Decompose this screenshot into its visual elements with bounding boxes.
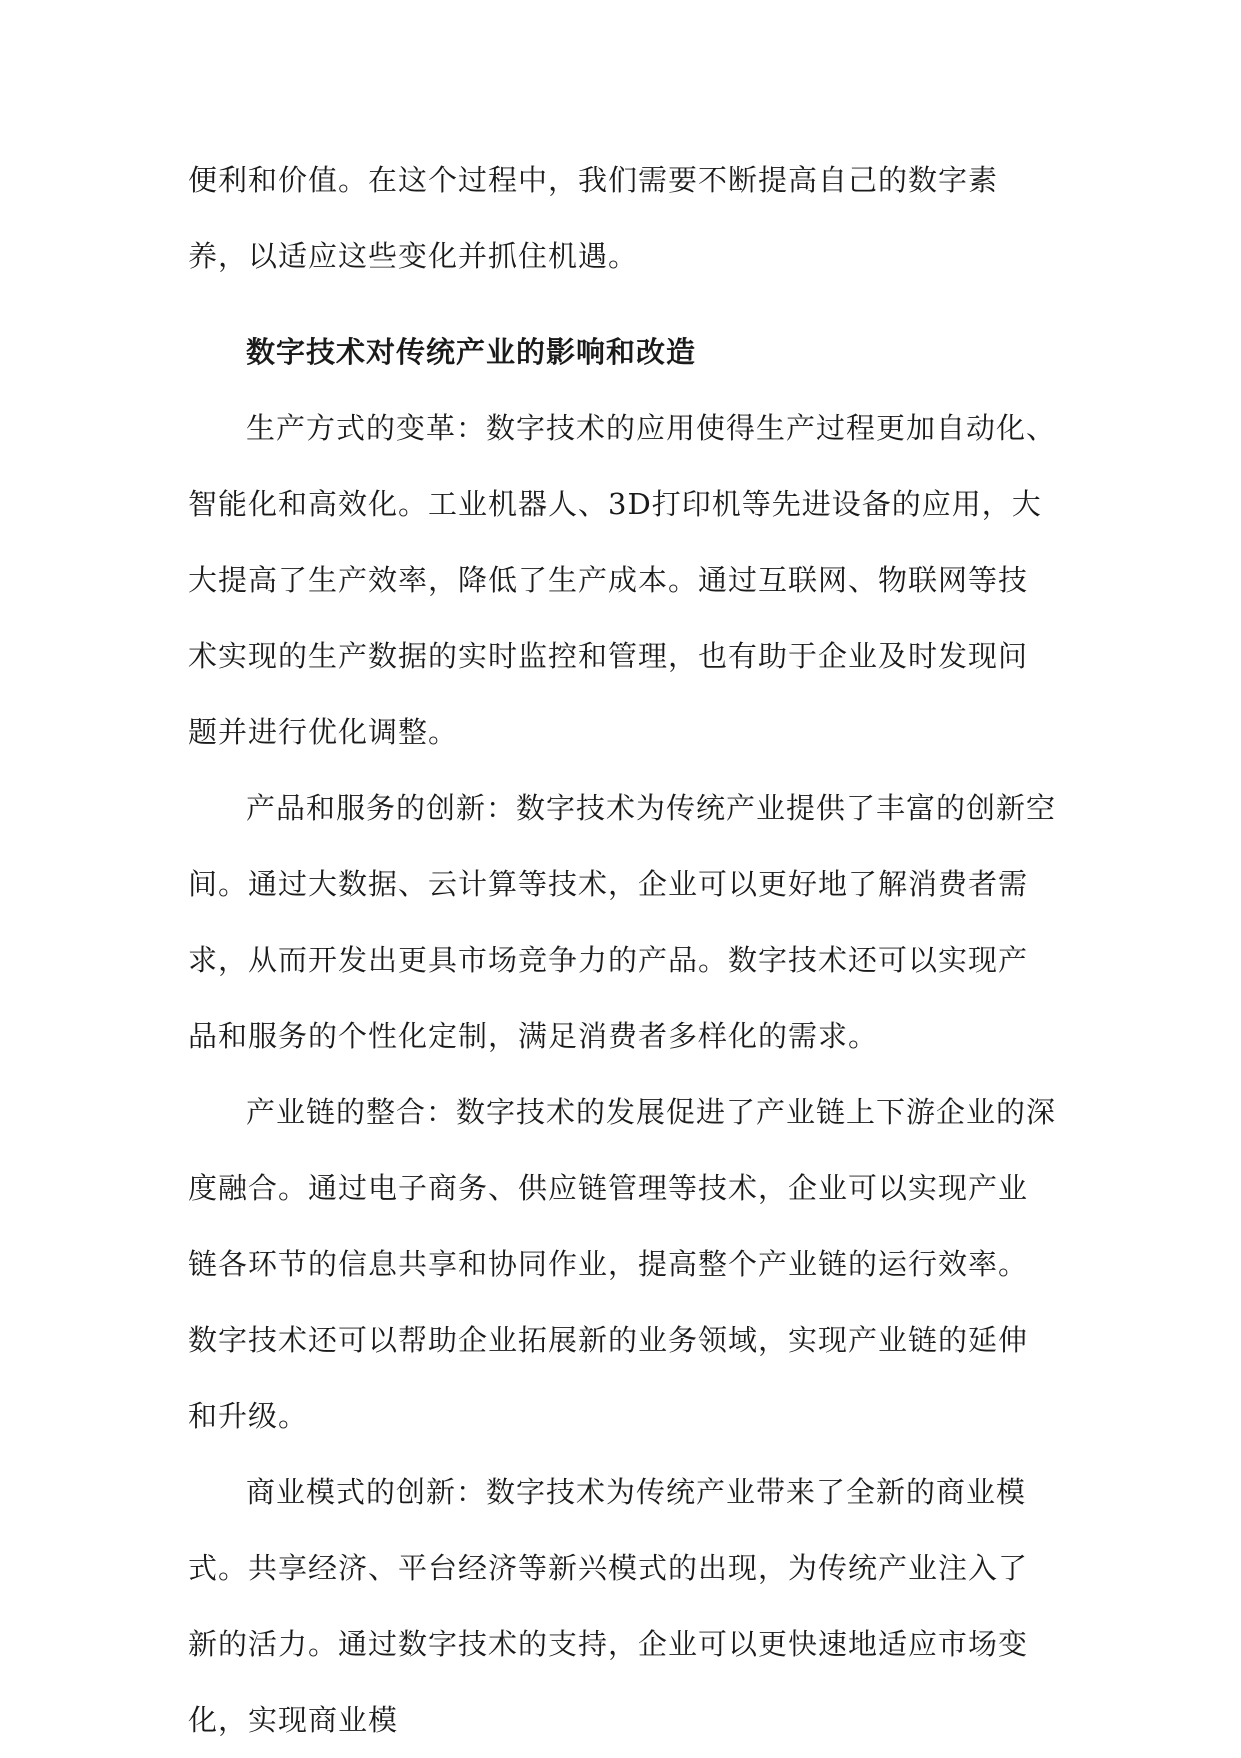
paragraph-production: 生产方式的变革：数字技术的应用使得生产过程更加自动化、智能化和高效化。工业机器人、3D打印机等先进设备的应用，大大提高了生产效率，降低了生产成本。通过互联网、物联网等技术实现的生产数据的实时监控和管理，也有助于企业及时发现问题并进行优化调整。 (188, 411, 1057, 749)
intro-paragraph: 便利和价值。在这个过程中，我们需要不断提高自己的数字素养，以适应这些变化并抓住机遇。 (188, 163, 999, 273)
paragraph-business-model: 商业模式的创新：数字技术为传统产业带来了全新的商业模式。共享经济、平台经济等新兴模式的出现，为传统产业注入了新的活力。通过数字技术的支持，企业可以更快速地适应市场变化，实现商业模 (188, 1475, 1029, 1737)
section-heading: 数字技术对传统产业的影响和改造 (246, 335, 697, 369)
paragraph-industry-chain: 产业链的整合：数字技术的发展促进了产业链上下游企业的深度融合。通过电子商务、供应链管理等技术，企业可以实现产业链各环节的信息共享和协同作业，提高整个产业链的运行效率。数字技术还可以帮助企业拓展新的业务领域，实现产业链的延伸和升级。 (188, 1095, 1057, 1433)
paragraph-products-services: 产品和服务的创新：数字技术为传统产业提供了丰富的创新空间。通过大数据、云计算等技术，企业可以更好地了解消费者需求，从而开发出更具市场竞争力的产品。数字技术还可以实现产品和服务的个性化定制，满足消费者多样化的需求。 (188, 791, 1057, 1053)
document-body (188, 142, 1056, 1758)
